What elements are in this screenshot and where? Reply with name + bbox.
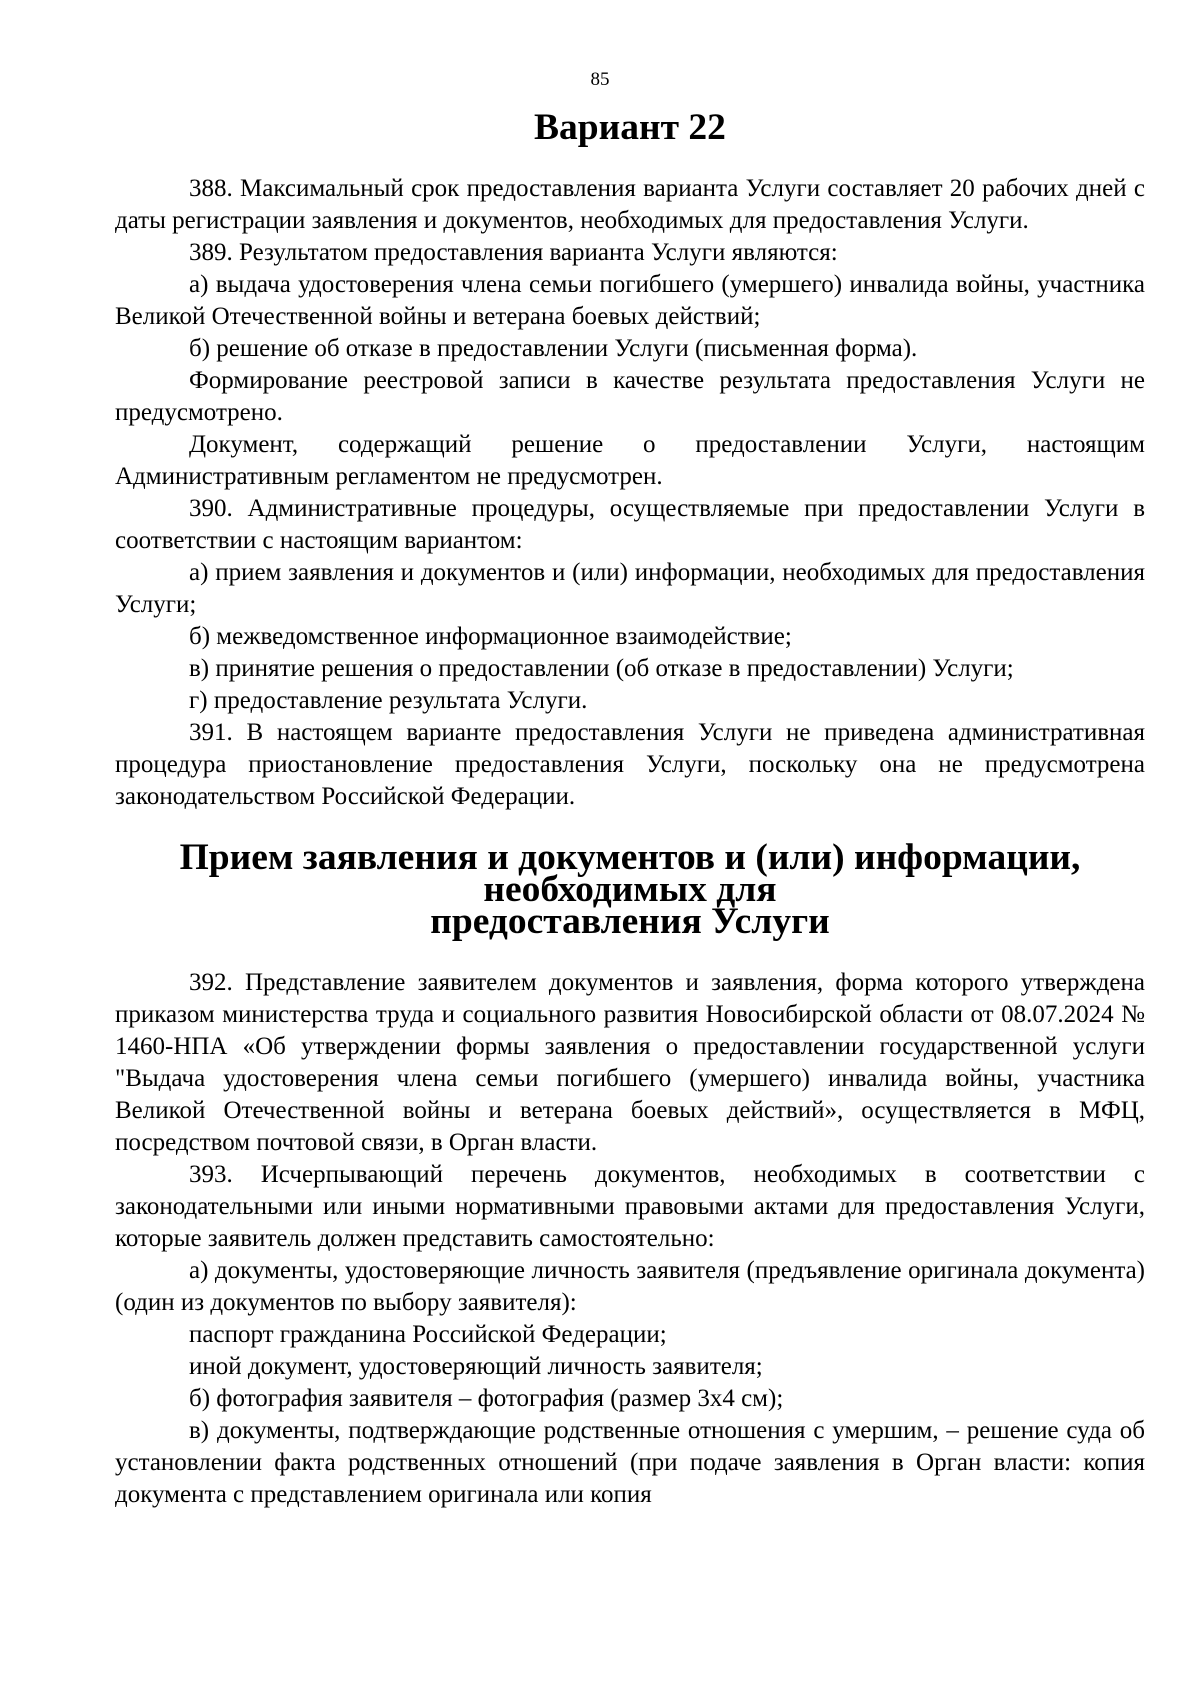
paragraph-other-id: иной документ, удостоверяющий личность заявителя; bbox=[189, 1353, 763, 1380]
section-heading bbox=[115, 837, 1145, 942]
paragraph-390: 390. Административные процедуры, осуществляемые при предоставлении Услуги в соответствии с настоящим вариантом: bbox=[115, 495, 1145, 554]
paragraph-389-a: а) выдача удостоверения члена семьи погибшего (умершего) инвалида войны, участника Великой Отечественной войны и ветерана боевых действий; bbox=[115, 271, 1145, 330]
section-heading-line-1: Прием заявления и документов и (или) информации, необходимых для bbox=[179, 837, 1081, 910]
paragraph-390-a: а) прием заявления и документов и (или) информации, необходимых для предоставления Услуги; bbox=[115, 559, 1145, 618]
paragraph-registry: Формирование реестровой записи в качестве результата предоставления Услуги не предусмотрено. bbox=[115, 367, 1145, 426]
section-heading-line-2: предоставления Услуги bbox=[430, 901, 830, 942]
paragraph-393-b: б) фотография заявителя – фотография (размер 3х4 см); bbox=[189, 1385, 784, 1412]
paragraph-390-v: в) принятие решения о предоставлении (об отказе в предоставлении) Услуги; bbox=[189, 655, 1014, 682]
page-number: 85 bbox=[590, 69, 610, 90]
paragraphs-block-1 bbox=[115, 173, 1145, 813]
paragraph-393-a: а) документы, удостоверяющие личность заявителя (предъявление оригинала документа) (один из документов по выбору заявителя): bbox=[115, 1257, 1145, 1316]
page-content bbox=[115, 107, 1145, 1511]
paragraph-390-g: г) предоставление результата Услуги. bbox=[189, 687, 588, 714]
paragraph-393-v: в) документы, подтверждающие родственные отношения с умершим, – решение суда об установлении факта родственных отношений (при подаче заявления в Орган власти: копия документа с представлением оригинала или копия bbox=[115, 1417, 1145, 1508]
variant-heading: Вариант 22 bbox=[534, 107, 726, 148]
paragraph-392: 392. Представление заявителем документов и заявления, форма которого утверждена приказом министерства труда и социального развития Новосибирской области от 08.07.2024 № 1460-НПА «Об утверждении формы заявления о предоставлении государственной услуги "Выдача удостоверения члена семьи погибшего (умершего) инвалида войны, участника Великой Отечественной войны и ветерана боевых действий», осуществляется в МФЦ, посредством почтовой связи, в Орган власти. bbox=[115, 969, 1145, 1156]
paragraph-393: 393. Исчерпывающий перечень документов, необходимых в соответствии с законодательными или иными нормативными правовыми актами для предоставления Услуги, которые заявитель должен представить самостоятельно: bbox=[115, 1161, 1145, 1252]
paragraphs-block-2 bbox=[115, 967, 1145, 1511]
paragraph-389: 389. Результатом предоставления варианта Услуги являются: bbox=[189, 239, 838, 266]
paragraph-391: 391. В настоящем варианте предоставления Услуги не приведена административная процедура приостановление предоставления Услуги, поскольку она не предусмотрена законодательством Российской Федерации. bbox=[115, 719, 1145, 810]
paragraph-388: 388. Максимальный срок предоставления варианта Услуги составляет 20 рабочих дней с даты регистрации заявления и документов, необходимых для предоставления Услуги. bbox=[115, 175, 1145, 234]
paragraph-passport: паспорт гражданина Российской Федерации; bbox=[189, 1321, 667, 1348]
paragraph-document: Документ, содержащий решение о предоставлении Услуги, настоящим Административным регламентом не предусмотрен. bbox=[115, 431, 1145, 490]
paragraph-390-b: б) межведомственное информационное взаимодействие; bbox=[189, 623, 792, 650]
paragraph-389-b: б) решение об отказе в предоставлении Услуги (письменная форма). bbox=[189, 335, 918, 362]
